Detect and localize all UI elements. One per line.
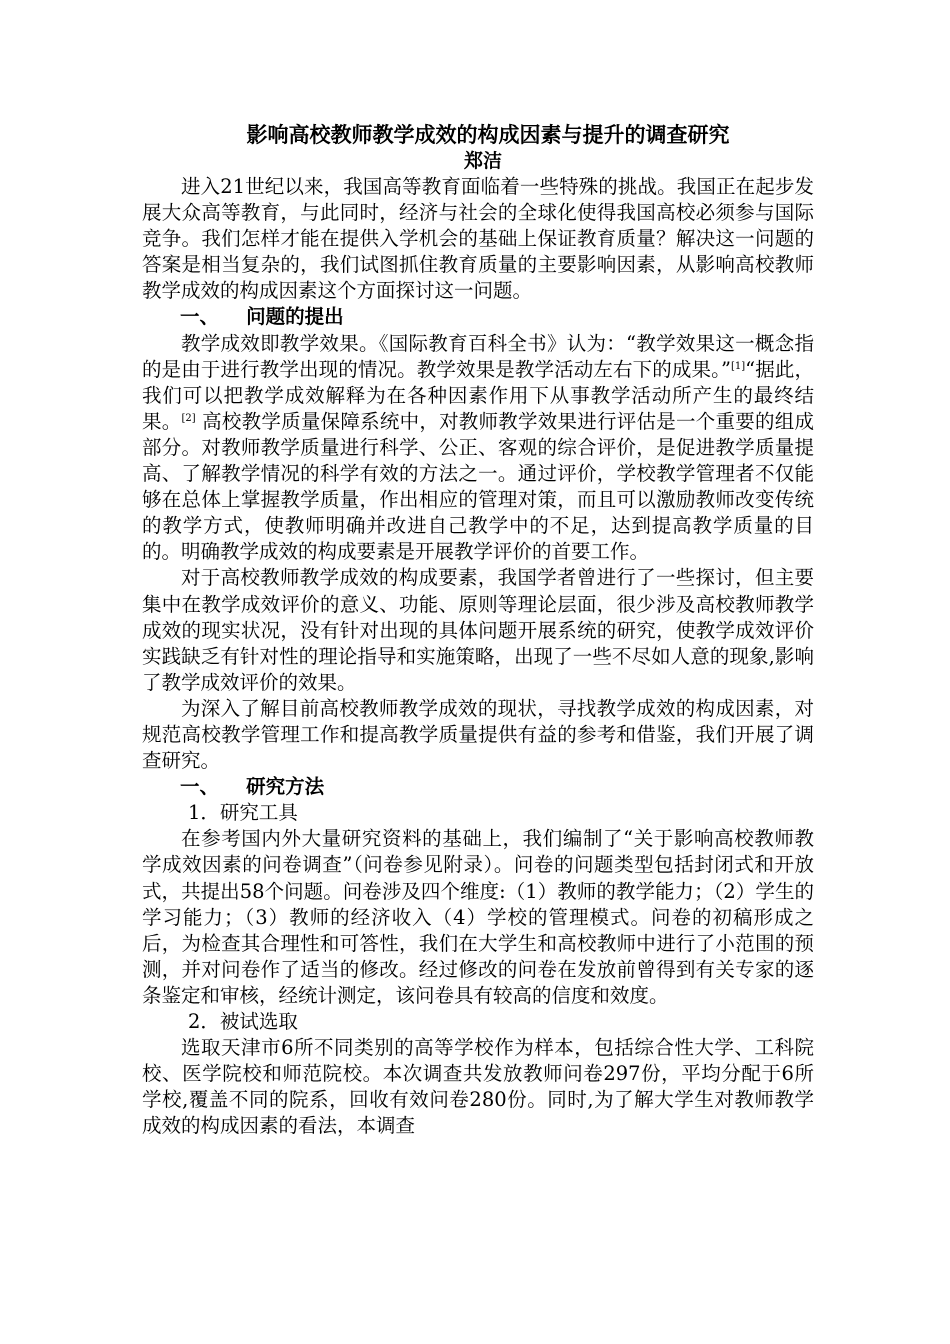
section-heading-1 (142, 304, 814, 330)
subsection1-paragraph: 在参考国内外大量研究资料的基础上，我们编制了“关于影响高校教师教学成效因素的问卷调查”（问卷参见附录）。问卷的问题类型包括封闭式和开放式，共提出58个问题。问卷涉及四个维度:（1）教师的教学能力；（2）学生的学习能力；（3）教师的经济收入（4）学校的管理模式。问卷的初稿形成之后，为检查其合理性和可答性，我们在大学生和高校教师中进行了小范围的预测，并对问卷作了适当的修改。经过修改的问卷在发放前曾得到有关专家的逐条鉴定和审核，经统计测定，该问卷具有较高的信度和效度。 (142, 827, 814, 1007)
subsection2-paragraph: 选取天津市6所不同类别的高等学校作为样本，包括综合性大学、工科院校、医学院校和师范院校。本次调查共发放教师问卷297份，平均分配于6所学校,覆盖不同的院系，回收有效问卷280份。同时,为了解大学生对教师教学成效的构成因素的看法，本调查 (142, 1036, 814, 1138)
section-number: 一、 (180, 775, 220, 799)
document-title: 影响高校教师教学成效的构成因素与提升的调查研究 (246, 123, 730, 147)
section-title: 研究方法 (246, 775, 325, 799)
subsection-heading-1: 1．研究工具 (188, 801, 298, 825)
section1-paragraph-2: 对于高校教师教学成效的构成要素，我国学者曾进行了一些探讨，但主要集中在教学成效评价的意义、功能、原则等理论层面，很少涉及高校教师教学成效的现实状况，没有针对出现的具体问题开展系统的研究，使教学成效评价实践缺乏有针对性的理论指导和实施策略，出现了一些不尽如人意的现象,影响了教学成效评价的效果。 (142, 566, 814, 694)
section-title: 问题的提出 (246, 305, 344, 329)
footnote-ref-1: [1] (730, 360, 746, 372)
author-name: 郑洁 (463, 150, 502, 172)
section1-paragraph-3: 为深入了解目前高校教师教学成效的现状，寻找教学成效的构成因素，对规范高校教学管理工作和提高教学质量提供有益的参考和借鉴，我们开展了调查研究。 (142, 696, 814, 773)
section-heading-2 (142, 774, 814, 800)
paragraph-text: 高校教学质量保障系统中，对教师教学效果进行评估是一个重要的组成部分。对教师教学质量进行科学、公正、客观的综合评价，是促进教学质量提高、了解教学情况的科学有效的方法之一。通过评价，学校教学管理者不仅能够在总体上掌握教学质量，作出相应的管理对策，而且可以激励教师改变传统的教学方式，使教师明确并改进自己教学中的不足，达到提高教学质量的目的。明确教学成效的构成要素是开展教学评价的首要工作。 (142, 409, 814, 564)
paragraph-text: 教学成效即教学效果。《国际教育百科全书》认为：“教学效果这一概念指的是由于进行教学出现的情况。教学效果是教学活动左右下的成果。” (142, 331, 814, 381)
section-number: 一、 (180, 305, 220, 329)
document-page (142, 122, 814, 1139)
subsection-heading-2: 2．被试选取 (188, 1010, 298, 1033)
section1-paragraph-1 (142, 331, 814, 566)
paragraph-text: “据此，我们可以把教学成效解释为在各种因素作用下从事教学活动所产生的最终结果。 (142, 357, 814, 433)
intro-paragraph: 进入21世纪以来，我国高等教育面临着一些特殊的挑战。我国正在起步发展大众高等教育，与此同时，经济与社会的全球化使得我国高校必须参与国际竞争。我们怎样才能在提供入学机会的基础上保证教育质量？解决这一问题的答案是相当复杂的，我们试图抓住教育质量的主要影响因素，从影响高校教师教学成效的构成因素这个方面探讨这一问题。 (142, 175, 814, 303)
footnote-ref-2: [2] (181, 412, 196, 424)
